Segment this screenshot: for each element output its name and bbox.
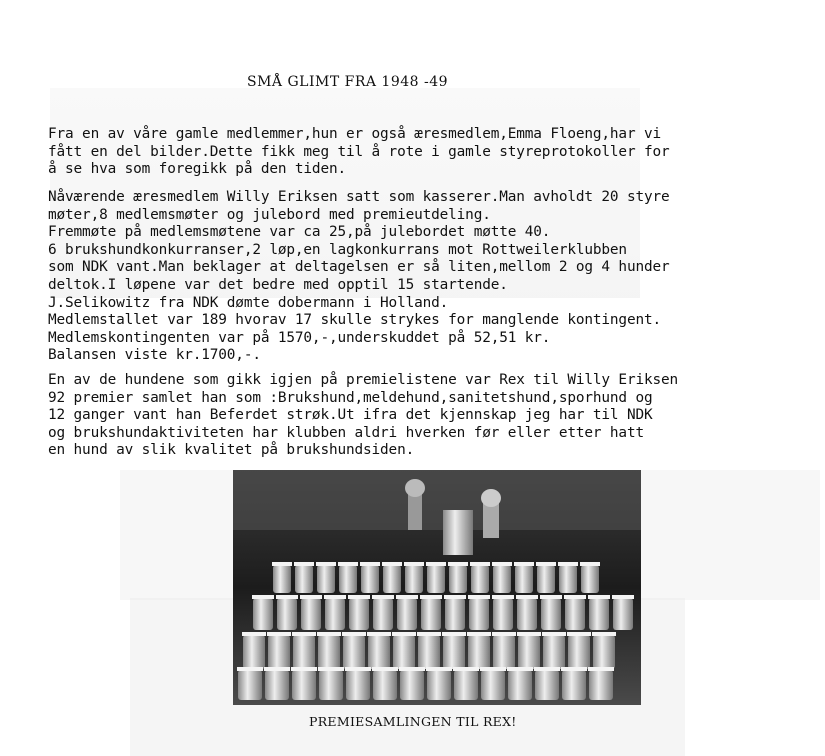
trophy-cup bbox=[535, 670, 559, 700]
trophy-rim bbox=[267, 632, 291, 636]
text-line: Fra en av våre gamle medlemmer,hun er også æresmedlem,Emma Floeng,har vi bbox=[48, 126, 662, 142]
trophy-rim bbox=[399, 667, 425, 671]
trophy-cup bbox=[317, 565, 335, 593]
trophy-rim bbox=[567, 632, 591, 636]
trophy-cup bbox=[339, 565, 357, 593]
trophy-rim bbox=[237, 667, 263, 671]
text-line: å se hva som foregikk på den tiden. bbox=[48, 161, 346, 178]
trophy-rim bbox=[404, 562, 424, 566]
trophy-rim bbox=[420, 595, 442, 599]
trophy-cup bbox=[565, 598, 585, 630]
trophy-rim bbox=[514, 562, 534, 566]
trophy-rim bbox=[276, 595, 298, 599]
trophy-cup bbox=[589, 670, 613, 700]
trophy-rim bbox=[588, 595, 610, 599]
trophy-rim bbox=[264, 667, 290, 671]
trophy-cup bbox=[318, 635, 340, 669]
text-line: Medlemstallet var 189 hvorav 17 skulle strykes for manglende kontingent. bbox=[48, 312, 662, 329]
trophy-cup bbox=[427, 565, 445, 593]
text-line: som NDK vant.Man beklager at deltagelsen er så liten,mellom 2 og 4 hunder bbox=[48, 259, 670, 276]
text-line: 12 ganger vant han Beferdet strøk.Ut ifra det kjennskap jeg har til NDK bbox=[48, 407, 653, 424]
trophy-photo-graphic bbox=[233, 470, 641, 705]
paragraph-minutes bbox=[48, 189, 823, 365]
trophy-cup bbox=[397, 598, 417, 630]
trophy-cup bbox=[293, 635, 315, 669]
trophy-collection-photo bbox=[233, 470, 641, 705]
trophy-rim bbox=[317, 632, 341, 636]
paragraph-rex bbox=[48, 372, 823, 460]
trophy-rim bbox=[517, 632, 541, 636]
trophy-cup bbox=[471, 565, 489, 593]
text-line: fått en del bilder.Dette fikk meg til å rote i gamle styreprotokoller for bbox=[48, 143, 670, 160]
trophy-cup bbox=[443, 635, 465, 669]
trophy-rim bbox=[345, 667, 371, 671]
trophy-cup bbox=[454, 670, 478, 700]
trophy-rim bbox=[444, 595, 466, 599]
trophy-rim bbox=[318, 667, 344, 671]
trophy-rim bbox=[588, 667, 614, 671]
text-line: Nåværende æresmedlem Willy Eriksen satt som kasserer.Man avholdt 20 styre bbox=[48, 189, 670, 205]
trophy-rim bbox=[392, 632, 416, 636]
trophy-rim bbox=[372, 667, 398, 671]
trophy-rim bbox=[367, 632, 391, 636]
paragraph-intro bbox=[48, 126, 823, 179]
trophy-cup bbox=[613, 598, 633, 630]
trophy-rim bbox=[468, 595, 490, 599]
trophy-cup bbox=[238, 670, 262, 700]
trophy-rim bbox=[592, 632, 616, 636]
page-title: SMÅ GLIMT FRA 1948 -49 bbox=[247, 74, 449, 90]
trophy-rim bbox=[561, 667, 587, 671]
trophy-rim bbox=[396, 595, 418, 599]
trophy-cup bbox=[273, 565, 291, 593]
trophy-cup bbox=[301, 598, 321, 630]
trophy-cup bbox=[449, 565, 467, 593]
trophy-rim bbox=[272, 562, 292, 566]
trophy-rim bbox=[448, 562, 468, 566]
trophy-cup bbox=[393, 635, 415, 669]
trophy-rim bbox=[300, 595, 322, 599]
trophy-rim bbox=[442, 632, 466, 636]
trophy-rim bbox=[338, 562, 358, 566]
trophy-cup bbox=[562, 670, 586, 700]
trophy-rim bbox=[252, 595, 274, 599]
trophy-cup bbox=[537, 565, 555, 593]
trophy-rim bbox=[292, 632, 316, 636]
trophy-rim bbox=[534, 667, 560, 671]
trophy-rim bbox=[467, 632, 491, 636]
text-line: Balansen viste kr.1700,-. bbox=[48, 347, 261, 364]
trophy-cup bbox=[427, 670, 451, 700]
trophy-rim bbox=[382, 562, 402, 566]
trophy-cup bbox=[493, 598, 513, 630]
trophy-rim bbox=[540, 595, 562, 599]
trophy-cup bbox=[469, 598, 489, 630]
trophy-cup bbox=[508, 670, 532, 700]
text-line: 92 premier samlet han som :Brukshund,meldehund,sanitetshund,sporhund og bbox=[48, 389, 653, 406]
photo-caption: PREMIESAMLINGEN TIL REX! bbox=[309, 714, 517, 729]
trophy-rim bbox=[453, 667, 479, 671]
trophy-cup bbox=[346, 670, 370, 700]
trophy-cup bbox=[559, 565, 577, 593]
text-line: 6 brukshundkonkurranser,2 løp,en lagkonkurrans mot Rottweilerklubben bbox=[48, 241, 627, 258]
text-line: og brukshundaktiviteten har klubben aldri hverken før eller etter hatt bbox=[48, 424, 644, 441]
trophy-cup bbox=[319, 670, 343, 700]
trophy-cup bbox=[361, 565, 379, 593]
trophy-cup bbox=[515, 565, 533, 593]
trophy-rim bbox=[558, 562, 578, 566]
trophy-rim bbox=[242, 632, 266, 636]
trophy-rim bbox=[492, 632, 516, 636]
trophy-cup bbox=[277, 598, 297, 630]
trophy-rim bbox=[372, 595, 394, 599]
trophy-rim bbox=[291, 667, 317, 671]
trophy-rim bbox=[417, 632, 441, 636]
trophy-cup bbox=[517, 598, 537, 630]
trophy-rim bbox=[294, 562, 314, 566]
trophy-rim bbox=[360, 562, 380, 566]
trophy-rim bbox=[507, 667, 533, 671]
text-line: deltok.I løpene var det bedre med opptil 15 startende. bbox=[48, 276, 508, 293]
trophy-cup bbox=[268, 635, 290, 669]
trophy-cup bbox=[445, 598, 465, 630]
trophy-cup bbox=[421, 598, 441, 630]
trophy-rim bbox=[426, 667, 452, 671]
text-line: Fremmøte på medlemsmøtene var ca 25,på julebordet møtte 40. bbox=[48, 224, 551, 241]
text-line: J.Selikowitz fra NDK dømte dobermann i Holland. bbox=[48, 294, 449, 311]
trophy-cup bbox=[253, 598, 273, 630]
trophy-cup bbox=[243, 635, 265, 669]
trophy-rim bbox=[470, 562, 490, 566]
text-line: Medlemskontingenten var på 1570,-,underskuddet på 52,51 kr. bbox=[48, 329, 551, 346]
trophy-rim bbox=[564, 595, 586, 599]
trophy-cup bbox=[368, 635, 390, 669]
trophy-rim bbox=[536, 562, 556, 566]
trophy-cup bbox=[581, 565, 599, 593]
trophy-cup bbox=[518, 635, 540, 669]
trophy-rim bbox=[580, 562, 600, 566]
trophy-rim bbox=[516, 595, 538, 599]
trophy-rim bbox=[492, 562, 512, 566]
trophy-cup bbox=[295, 565, 313, 593]
text-line: en hund av slik kvalitet på brukshundsiden. bbox=[48, 442, 415, 459]
text-line: En av de hundene som gikk igjen på premielistene var Rex til Willy Eriksen bbox=[48, 372, 679, 388]
trophy-rim bbox=[612, 595, 634, 599]
trophy-cup bbox=[383, 565, 401, 593]
trophy-rim bbox=[492, 595, 514, 599]
trophy-rim bbox=[348, 595, 370, 599]
trophy-cup bbox=[541, 598, 561, 630]
trophy-cup bbox=[468, 635, 490, 669]
trophy-cup bbox=[543, 635, 565, 669]
trophy-rim bbox=[342, 632, 366, 636]
trophy-cup bbox=[400, 670, 424, 700]
trophy-cup bbox=[568, 635, 590, 669]
trophy-cup bbox=[493, 635, 515, 669]
trophy-cup bbox=[589, 598, 609, 630]
text-line: møter,8 medlemsmøter og julebord med premieutdeling. bbox=[48, 206, 491, 223]
trophy-cup bbox=[373, 670, 397, 700]
trophy-rim bbox=[542, 632, 566, 636]
trophy-cup bbox=[373, 598, 393, 630]
trophy-cup bbox=[343, 635, 365, 669]
trophy-cup bbox=[349, 598, 369, 630]
trophy-cup bbox=[418, 635, 440, 669]
trophy-rim bbox=[480, 667, 506, 671]
trophy-rim bbox=[316, 562, 336, 566]
trophy-cup bbox=[292, 670, 316, 700]
trophy-cup bbox=[325, 598, 345, 630]
trophy-cup bbox=[493, 565, 511, 593]
trophy-cup bbox=[593, 635, 615, 669]
trophy-rim bbox=[324, 595, 346, 599]
trophy-cup bbox=[265, 670, 289, 700]
trophy-rim bbox=[426, 562, 446, 566]
trophy-cup bbox=[481, 670, 505, 700]
trophy-cup bbox=[405, 565, 423, 593]
